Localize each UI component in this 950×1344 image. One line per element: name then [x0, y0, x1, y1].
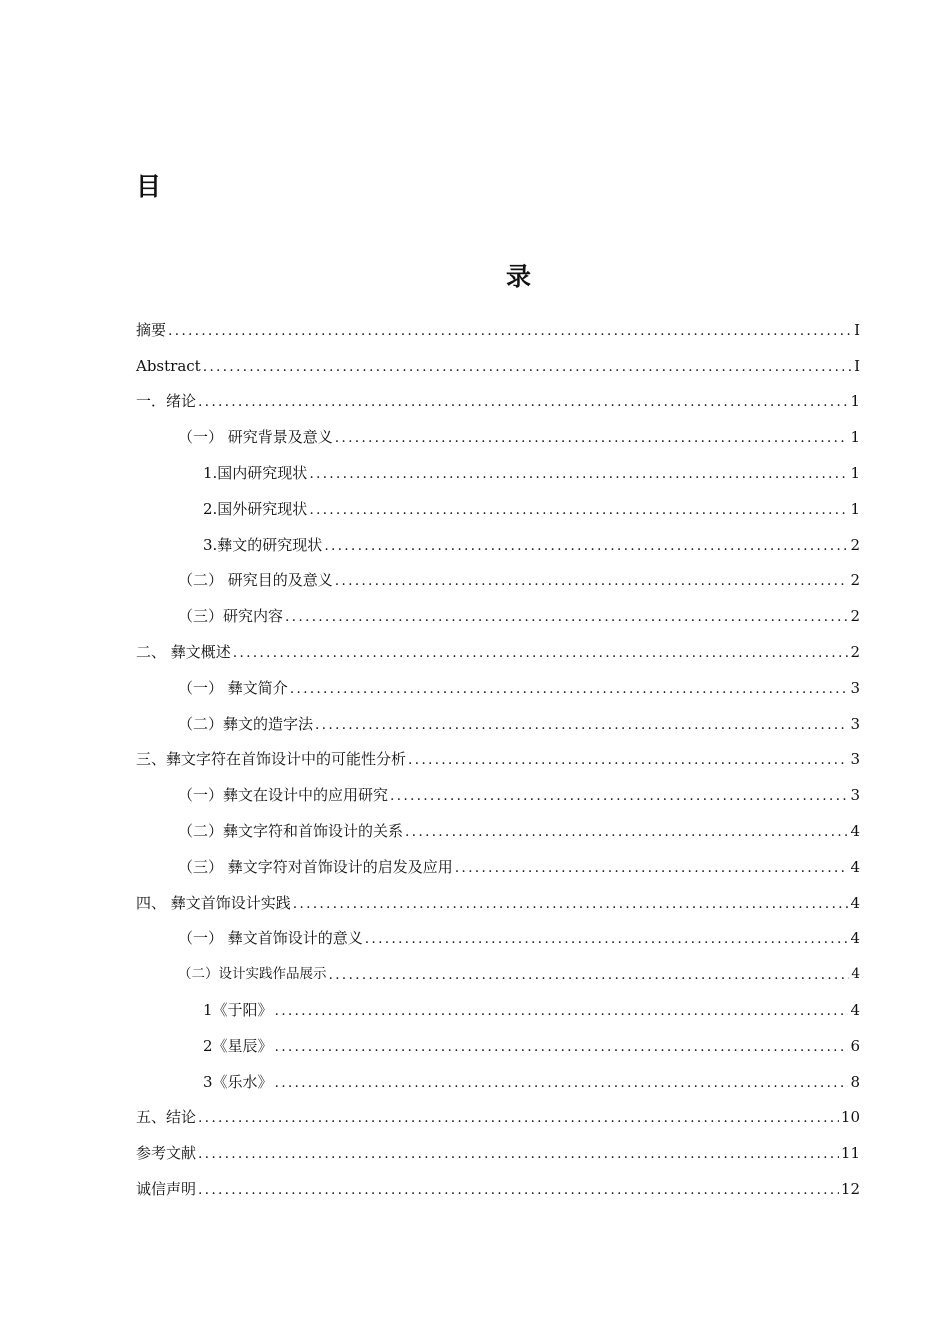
table-of-contents: [136, 312, 860, 1207]
toc-entry-label: Abstract: [136, 356, 201, 375]
toc-dot-leader: [455, 858, 849, 878]
toc-dot-leader: [275, 1001, 849, 1021]
toc-entry-label: 诚信声明: [136, 1180, 197, 1199]
toc-dot-leader: [324, 536, 848, 556]
toc-entry-subsection-1-1-3[interactable]: [136, 527, 860, 563]
toc-entry-label: 2.国外研究现状: [203, 499, 308, 518]
toc-entry-label: （二）彝文的造字法: [178, 714, 314, 733]
toc-entry-label: （一） 研究背景及意义: [178, 428, 333, 447]
toc-dot-leader: [293, 894, 849, 914]
toc-entry-page: I: [854, 356, 860, 375]
toc-title-second-char: 录: [506, 262, 532, 291]
toc-entry-page: 11: [840, 1144, 860, 1163]
toc-entry-section-3-1[interactable]: [136, 777, 860, 813]
toc-entry-chapter-1[interactable]: [136, 384, 860, 420]
toc-entry-page: 8: [850, 1072, 860, 1091]
toc-entry-section-4-1[interactable]: [136, 921, 860, 957]
toc-entry-page: 3: [850, 678, 860, 697]
toc-entry-label: （三）研究内容: [178, 607, 284, 626]
toc-entry-page: 6: [850, 1036, 860, 1055]
toc-entry-section-1-1[interactable]: [136, 419, 860, 455]
toc-entry-label: （二）彝文字符和首饰设计的关系: [178, 822, 404, 841]
toc-entry-page: 3: [850, 786, 860, 805]
toc-dot-leader: [203, 357, 852, 377]
toc-entry-chapter-4[interactable]: [136, 885, 860, 921]
toc-entry-page: 12: [840, 1180, 860, 1199]
toc-dot-leader: [365, 929, 849, 949]
toc-entry-section-2-1[interactable]: [136, 670, 860, 706]
toc-entry-label: 参考文献: [136, 1144, 197, 1163]
toc-entry-label: 3.彝文的研究现状: [203, 535, 323, 554]
toc-dot-leader: [309, 500, 848, 520]
toc-entry-page: 2: [850, 571, 860, 590]
toc-entry-subsection-4-2-3[interactable]: [136, 1064, 860, 1100]
toc-dot-leader: [168, 321, 852, 341]
toc-title-first-char: 目: [136, 172, 162, 201]
toc-dot-leader: [405, 822, 848, 842]
toc-entry-label: 摘要: [136, 320, 167, 339]
toc-entry-page: 1: [850, 428, 860, 447]
toc-dot-leader: [329, 965, 850, 985]
toc-entry-subsection-4-2-2[interactable]: [136, 1028, 860, 1064]
toc-entry-abstract-en[interactable]: [136, 348, 860, 384]
toc-entry-page: 10: [840, 1108, 860, 1127]
toc-dot-leader: [198, 1144, 839, 1164]
toc-dot-leader: [233, 643, 849, 663]
toc-entry-page: 3: [850, 714, 860, 733]
toc-entry-subsection-1-1-1[interactable]: [136, 455, 860, 491]
toc-entry-chapter-3[interactable]: [136, 742, 860, 778]
toc-entry-references[interactable]: [136, 1135, 860, 1171]
toc-entry-page: I: [854, 320, 860, 339]
toc-dot-leader: [275, 1073, 849, 1093]
toc-dot-leader: [335, 571, 849, 591]
toc-entry-section-3-2[interactable]: [136, 813, 860, 849]
toc-entry-section-1-3[interactable]: [136, 598, 860, 634]
toc-entry-label: （二） 研究目的及意义: [178, 571, 333, 590]
toc-entry-page: 1: [850, 499, 860, 518]
toc-dot-leader: [285, 607, 848, 627]
toc-entry-subsection-4-2-1[interactable]: [136, 992, 860, 1028]
toc-entry-chapter-2[interactable]: [136, 634, 860, 670]
toc-entry-section-2-2[interactable]: [136, 706, 860, 742]
toc-entry-page: 1: [850, 464, 860, 483]
toc-entry-label: 3《乐水》: [203, 1072, 273, 1091]
toc-entry-label: 1《于阳》: [203, 1001, 273, 1020]
toc-dot-leader: [408, 750, 848, 770]
toc-entry-page: 4: [850, 893, 860, 912]
toc-dot-leader: [198, 392, 848, 412]
toc-dot-leader: [290, 679, 849, 699]
toc-entry-label: （一）彝文在设计中的应用研究: [178, 786, 389, 805]
toc-dot-leader: [309, 464, 848, 484]
toc-entry-page: 1: [850, 392, 860, 411]
toc-entry-label: 五、结论: [136, 1108, 197, 1127]
toc-entry-page: 4: [851, 966, 860, 983]
toc-entry-page: 4: [850, 822, 860, 841]
toc-entry-page: 2: [850, 535, 860, 554]
toc-entry-label: 2《星辰》: [203, 1036, 273, 1055]
toc-entry-label: 一．绪论: [136, 392, 197, 411]
toc-entry-page: 4: [850, 929, 860, 948]
toc-entry-page: 2: [850, 607, 860, 626]
toc-entry-label: 二、 彝文概述: [136, 643, 231, 662]
toc-entry-chapter-5[interactable]: [136, 1100, 860, 1136]
toc-dot-leader: [335, 428, 849, 448]
toc-entry-section-3-3[interactable]: [136, 849, 860, 885]
toc-entry-page: 4: [850, 857, 860, 876]
toc-entry-label: （一） 彝文简介: [178, 678, 288, 697]
toc-dot-leader: [315, 715, 848, 735]
toc-entry-section-1-2[interactable]: [136, 563, 860, 599]
toc-entry-page: 2: [850, 643, 860, 662]
toc-entry-label: 1.国内研究现状: [203, 464, 308, 483]
toc-dot-leader: [390, 786, 848, 806]
toc-entry-page: 3: [850, 750, 860, 769]
toc-entry-label: （二）设计实践作品展示: [178, 966, 327, 983]
toc-dot-leader: [275, 1037, 849, 1057]
toc-entry-label: （一） 彝文首饰设计的意义: [178, 929, 363, 948]
toc-entry-subsection-1-1-2[interactable]: [136, 491, 860, 527]
toc-dot-leader: [198, 1108, 839, 1128]
toc-entry-page: 4: [850, 1001, 860, 1020]
toc-dot-leader: [198, 1180, 839, 1200]
toc-entry-integrity-statement[interactable]: [136, 1171, 860, 1207]
toc-entry-abstract-cn[interactable]: [136, 312, 860, 348]
toc-entry-label: （三） 彝文字符对首饰设计的启发及应用: [178, 857, 453, 876]
toc-entry-label: 三、彝文字符在首饰设计中的可能性分析: [136, 750, 407, 769]
toc-entry-label: 四、 彝文首饰设计实践: [136, 893, 291, 912]
toc-entry-section-4-2[interactable]: [136, 956, 860, 992]
